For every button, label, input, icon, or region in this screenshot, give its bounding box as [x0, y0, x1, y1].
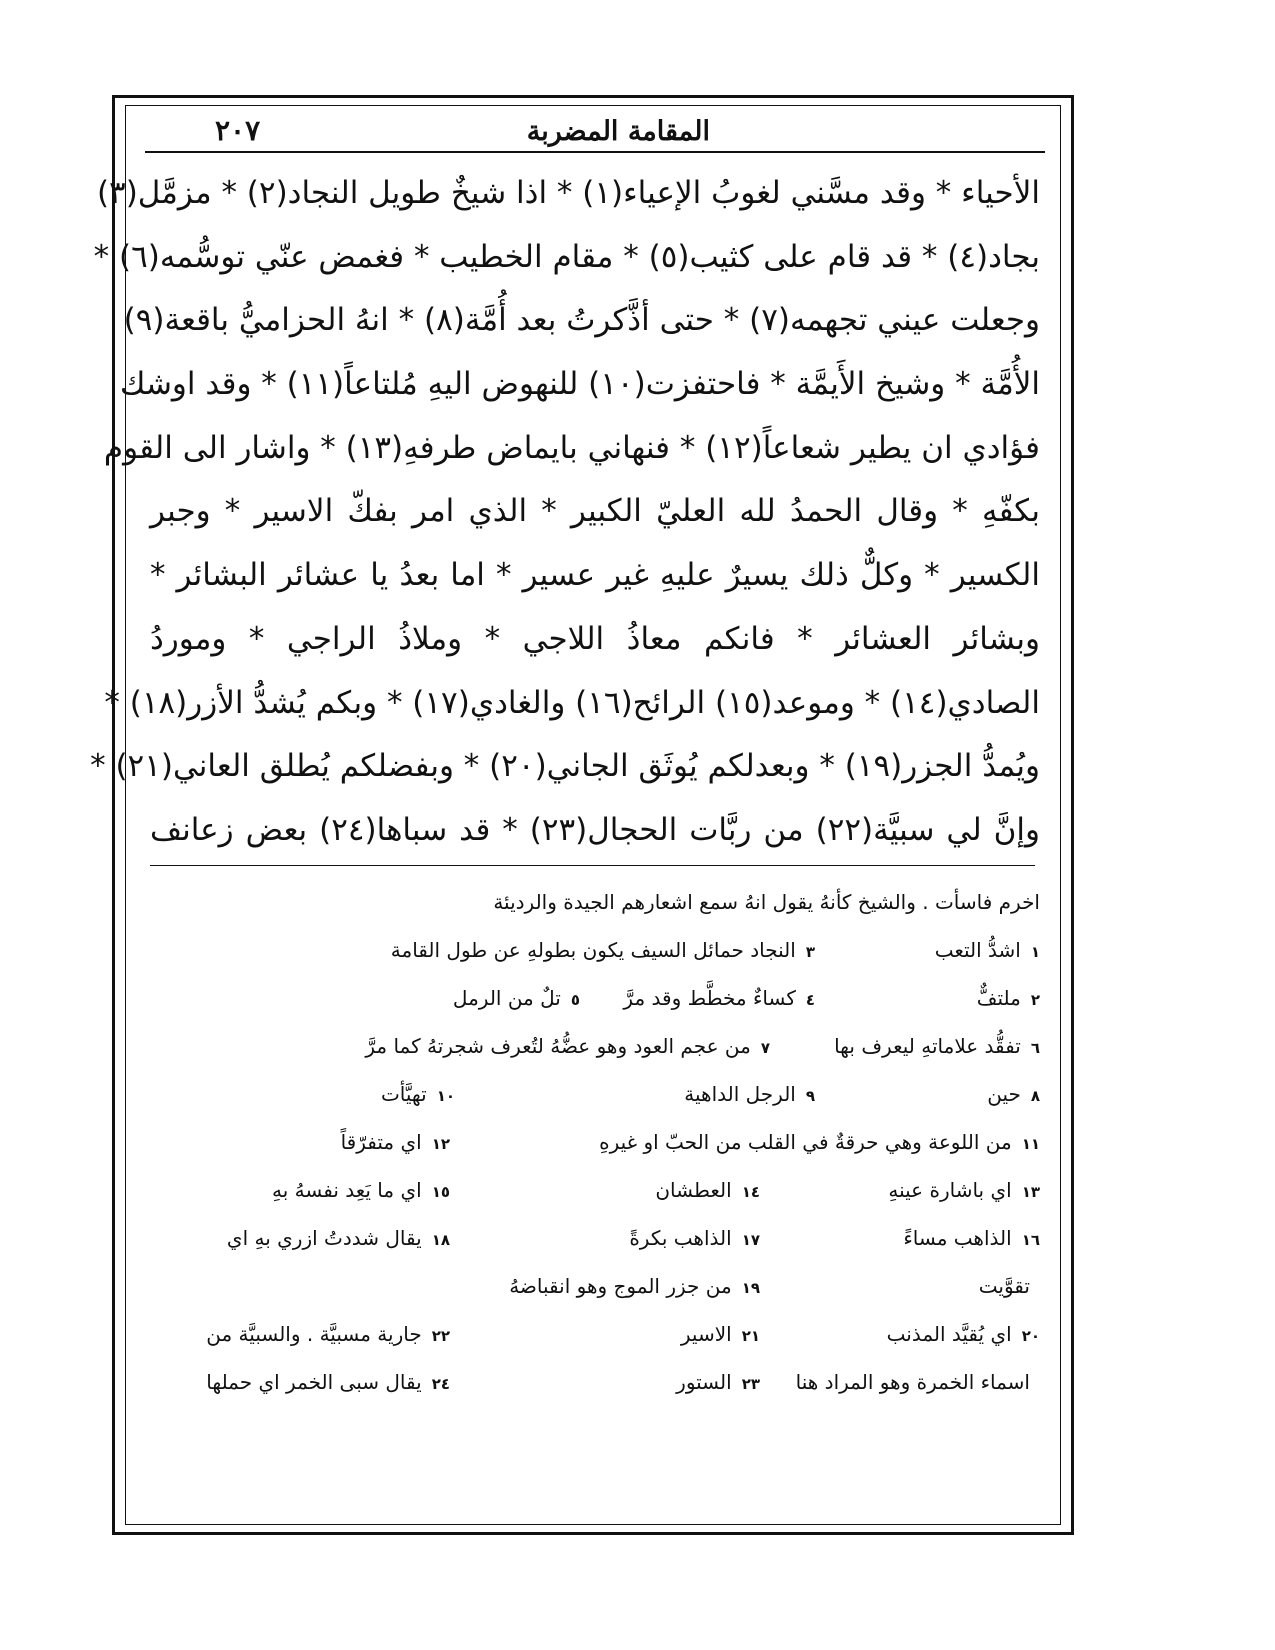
footnote-text: كساءٌ مخطَّط وقد مرَّ	[623, 986, 796, 1010]
footnote-text: النجاد حمائل السيف يكون بطولهِ عن طول القامة	[390, 938, 796, 962]
footnote-row	[150, 1118, 1040, 1166]
footnote-number: ٢٢	[431, 1327, 450, 1345]
footnote-intro: اخرم فاسأت . والشيخ كأنهُ يقول انهُ سمع اشعارهم الجيدة والرديئة	[493, 890, 1040, 914]
footnotes	[150, 878, 1040, 1406]
page-title: المقامة المضربة	[526, 116, 710, 147]
footnote-text: الاسير	[680, 1322, 732, 1346]
footnote-item	[470, 1310, 760, 1360]
footnote-text: يقال شددتُ ازري بهِ اي	[226, 1226, 422, 1250]
footnote-number: ١٤	[741, 1183, 760, 1201]
footnote-number: ٢٤	[431, 1375, 450, 1393]
footnote-number: ٢٠	[1021, 1327, 1040, 1345]
footnote-item	[470, 1166, 760, 1216]
footnote-text: يقال سبى الخمر اي حملها	[206, 1370, 422, 1394]
footnote-text: من اللوعة وهي حرقةٌ في القلب من الحبّ او غيرهِ	[599, 1130, 1012, 1154]
text-line: وإنَّ لي سبيَّة(٢٢) من ربَّات الحجال(٢٣) * قد سباها(٢٤) بعض زعانف	[150, 811, 1040, 848]
footnote-text: من جزر الموج وهو انقباضهُ	[509, 1274, 732, 1298]
footnote-row	[150, 1358, 1040, 1406]
footnote-text: تقوَّيت	[978, 1274, 1030, 1298]
text-line: وبشائر العشائر * فانكم معاذُ اللاجي * وملاذُ الراجي * وموردُ	[150, 620, 1040, 657]
footnote-row	[150, 926, 1040, 974]
footnote-item	[150, 1166, 450, 1216]
footnote-number: ٢	[1030, 991, 1040, 1009]
footnote-text: الرجل الداهية	[684, 1082, 796, 1106]
footnote-text: تلٌ من الرمل	[452, 986, 561, 1010]
page-number: ٢٠٧	[215, 114, 261, 147]
footnote-item	[830, 1214, 1040, 1264]
footnote-item	[165, 926, 815, 976]
footnote-item	[830, 1262, 1040, 1310]
footnote-number: ٧	[760, 1039, 770, 1057]
text-line: بجاد(٤) * قد قام على كثيب(٥) * مقام الخطيب * فغمض عنّي توسُّمه(٦) *	[93, 238, 1040, 275]
footnote-text: ملتفٌّ	[976, 986, 1021, 1010]
footnote-text: العطشان	[655, 1178, 732, 1202]
footnote-row	[150, 1166, 1040, 1214]
footnote-item	[150, 1310, 450, 1360]
footnote-text: اسماء الخمرة وهو المراد هنا	[795, 1370, 1030, 1394]
text-line: وجعلت عيني تجهمه(٧) * حتى أذَّكرتُ بعد أُمَّة(٨) * انهُ الحزاميُّ باقعة(٩)	[123, 302, 1040, 339]
footnote-number: ١	[1030, 943, 1040, 961]
footnote-text: حين	[987, 1082, 1021, 1106]
footnote-number: ١٩	[741, 1279, 760, 1297]
footnote-number: ١٠	[436, 1087, 455, 1105]
footnote-row	[150, 1214, 1040, 1262]
footnote-item	[150, 1022, 770, 1072]
footnote-row	[150, 1070, 1040, 1118]
footnote-number: ٤	[805, 991, 815, 1009]
text-line: ويُمدُّ الجزر(١٩) * وبعدلكم يُوثَق الجاني(٢٠) * وبفضلكم يُطلق العاني(٢١) *	[90, 748, 1040, 785]
footnote-number: ٨	[1030, 1087, 1040, 1105]
footnote-number: ١٧	[741, 1231, 760, 1249]
footnote-text: جارية مسبيَّة . والسبيَّة من	[206, 1322, 422, 1346]
footnote-item	[160, 974, 580, 1024]
footnote-item	[480, 1118, 1040, 1168]
footnote-number: ١٨	[431, 1231, 450, 1249]
footnote-item	[780, 1022, 1040, 1072]
footnote-row	[150, 1310, 1040, 1358]
footnote-item	[470, 1070, 815, 1120]
footnote-text: من عجم العود وهو عضُّهُ لتُعرف شجرتهُ كما مرَّ	[365, 1034, 751, 1058]
footnote-text: اشدُّ التعب	[934, 938, 1021, 962]
footnote-text: اي متفرّقاً	[340, 1130, 422, 1154]
footnote-text: الستور	[676, 1370, 732, 1394]
footnote-text: اي يُقيَّد المذنب	[886, 1322, 1012, 1346]
footnote-item	[830, 1310, 1040, 1360]
footnote-number: ٢١	[741, 1327, 760, 1345]
footnote-number: ١٥	[431, 1183, 450, 1201]
footnote-item	[830, 1070, 1040, 1120]
footnote-item	[470, 1214, 760, 1264]
footnote-item	[150, 1214, 450, 1264]
footnote-item	[470, 1358, 760, 1408]
footnote-item	[150, 1358, 450, 1408]
main-text-block	[90, 162, 1040, 863]
text-line: الكسير * وكلٌّ ذلك يسيرٌ عليهِ غير عسير * اما بعدُ يا عشائر البشائر *	[150, 557, 1040, 594]
footnote-item	[830, 974, 1040, 1024]
footnote-number: ٢٣	[741, 1375, 760, 1393]
page-header	[150, 112, 1040, 150]
footnote-number: ٩	[805, 1087, 815, 1105]
text-line: بكفّهِ * وقال الحمدُ لله العليّ الكبير * الذي امر بفكّ الاسير * وجبر	[150, 493, 1040, 530]
footnote-text: تهيَّأت	[380, 1082, 427, 1106]
header-rule	[145, 151, 1045, 153]
footnote-row	[150, 1022, 1040, 1070]
footnote-row	[150, 974, 1040, 1022]
footnote-text: اي باشارة عينهِ	[888, 1178, 1012, 1202]
footnote-number: ٣	[805, 943, 815, 961]
text-line: الصادي(١٤) * وموعد(١٥) الرائح(١٦) والغادي(١٧) * وبكم يُشدُّ الأزر(١٨) *	[104, 684, 1040, 721]
footnote-item	[770, 1358, 1040, 1406]
footnote-text: اي ما يَعِد نفسهُ بهِ	[271, 1178, 422, 1202]
text-line: الأحياء * وقد مسَّني لغوبُ الإعياء(١) * اذا شيخٌ طويل النجاد(٢) * مزمَّل(٣)	[96, 175, 1040, 211]
footnote-number: ١٦	[1021, 1231, 1040, 1249]
footnote-number: ٥	[570, 991, 580, 1009]
footnote-item	[430, 1262, 760, 1312]
text-line: فؤادي ان يطير شعاعاً(١٢) * فنهاني بايماض طرفهِ(١٣) * واشار الى القوم	[103, 429, 1040, 466]
footnote-item	[830, 926, 1040, 976]
footnote-text: الذاهب مساءً	[903, 1226, 1012, 1250]
footnote-item	[830, 1166, 1040, 1216]
footnote-row	[150, 1262, 1040, 1310]
footnote-item	[150, 1118, 450, 1168]
footnote-number: ٦	[1030, 1039, 1040, 1057]
footnote-text: الذاهب بكرةً	[629, 1226, 732, 1250]
footnote-rule	[150, 865, 1035, 866]
footnote-number: ١٣	[1021, 1183, 1040, 1201]
footnote-text: تفقُّد علاماتهِ ليعرف بها	[834, 1034, 1021, 1058]
footnote-number: ١١	[1021, 1135, 1040, 1153]
footnote-number: ١٢	[431, 1135, 450, 1153]
footnote-item	[155, 1070, 455, 1120]
text-line: الأُمَّة * وشيخ الأَيمَّة * فاحتفزت(١٠) للنهوض اليهِ مُلتاعاً(١١) * وقد اوشك	[119, 366, 1040, 403]
